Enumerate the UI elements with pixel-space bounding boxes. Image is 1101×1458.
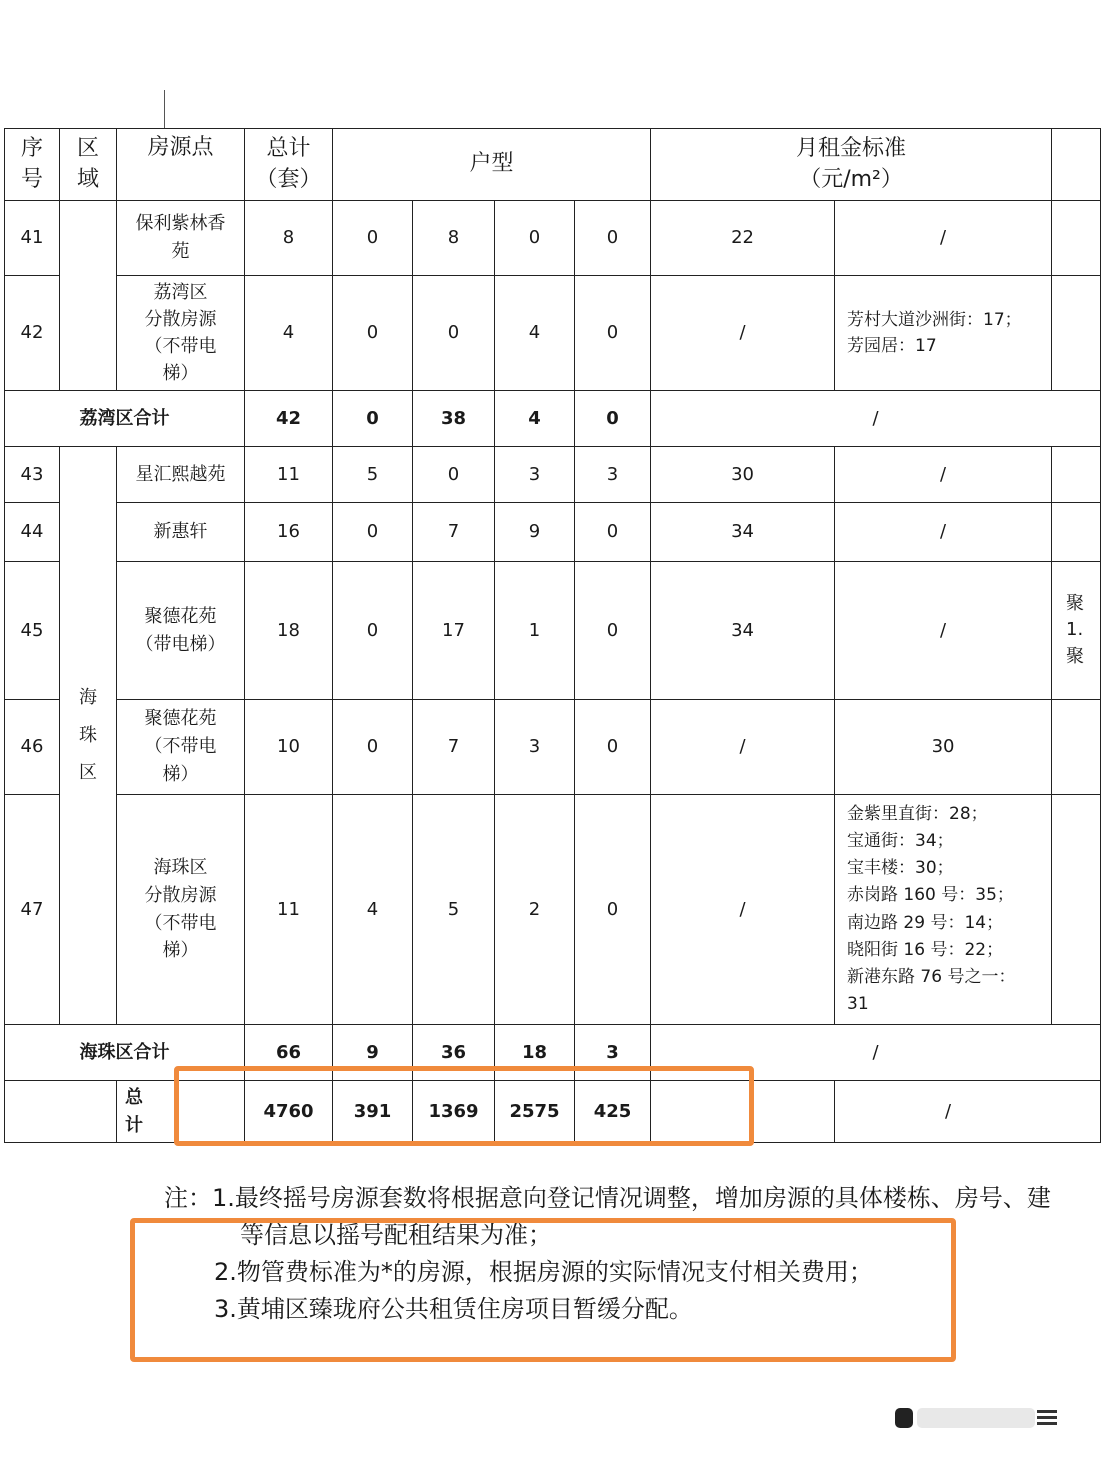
highlight-box-notes <box>130 1218 956 1362</box>
cell-source: 聚德花苑 （不带电 梯） <box>117 700 245 795</box>
cell-district-liwan <box>60 201 117 391</box>
subtotal-type: 0 <box>333 391 413 447</box>
cell-type: 5 <box>413 795 495 1025</box>
cell-seq: 46 <box>5 700 60 795</box>
subtotal-total: 42 <box>245 391 333 447</box>
subtotal-type: 0 <box>575 391 651 447</box>
cell-type: 4 <box>495 276 575 391</box>
watermark-icon <box>895 1402 1065 1434</box>
cell-extra <box>1052 201 1101 276</box>
cell-extra <box>1052 795 1101 1025</box>
cell-total: 10 <box>245 700 333 795</box>
cell-type: 9 <box>495 503 575 562</box>
cell-rent-b: 30 <box>835 700 1052 795</box>
cell-rent-a: / <box>651 276 835 391</box>
note-line-1: 注：1.最终摇号房源套数将根据意向登记情况调整，增加房源的具体楼栋、房号、建 <box>164 1184 1051 1212</box>
header-rent: 月租金标准 （元/m²） <box>651 129 1052 201</box>
cell-rent-a: / <box>651 700 835 795</box>
cell-type: 0 <box>333 562 413 700</box>
highlight-box-totals <box>174 1066 754 1146</box>
cell-seq: 41 <box>5 201 60 276</box>
subtotal-type: 18 <box>495 1025 575 1081</box>
cell-total: 8 <box>245 201 333 276</box>
cell-type: 0 <box>495 201 575 276</box>
grand-total-type: 2575 <box>495 1081 575 1143</box>
cell-extra <box>1052 276 1101 391</box>
note-line-4: 3.黄埔区臻珑府公共租赁住房项目暂缓分配。 <box>214 1295 693 1323</box>
cell-type: 7 <box>413 700 495 795</box>
cell-seq: 42 <box>5 276 60 391</box>
subtotal-label: 荔湾区合计 <box>5 391 245 447</box>
cell-type: 0 <box>575 503 651 562</box>
table-row <box>5 700 1101 795</box>
cell-source: 荔湾区 分散房源 （不带电 梯） <box>117 276 245 391</box>
table-row <box>5 276 1101 391</box>
header-total: 总计 （套） <box>245 129 333 201</box>
cell-source: 新惠轩 <box>117 503 245 562</box>
cell-type: 0 <box>333 503 413 562</box>
cell-type: 0 <box>575 795 651 1025</box>
cell-total: 16 <box>245 503 333 562</box>
header-district: 区 域 <box>60 129 117 201</box>
cell-type: 3 <box>495 700 575 795</box>
cell-extra: 聚 1. 聚 <box>1052 562 1101 700</box>
housing-table <box>4 128 1101 1143</box>
grand-total-total: 4760 <box>245 1081 333 1143</box>
cell-type: 1 <box>495 562 575 700</box>
cell-type: 7 <box>413 503 495 562</box>
cell-type: 3 <box>495 447 575 503</box>
cell-extra <box>1052 700 1101 795</box>
note-line-3: 2.物管费标准为*的房源，根据房源的实际情况支付相关费用； <box>214 1258 873 1286</box>
cell-source: 海珠区 分散房源 （不带电 梯） <box>117 795 245 1025</box>
subtotal-rent: / <box>651 1025 1101 1081</box>
cell-rent-b: / <box>835 562 1052 700</box>
cell-type: 2 <box>495 795 575 1025</box>
table-row <box>5 795 1101 1025</box>
subtotal-type: 4 <box>495 391 575 447</box>
note-line-2: 等信息以摇号配租结果为准； <box>240 1221 552 1249</box>
margin-tick <box>164 90 165 128</box>
subtotal-row-liwan <box>5 391 1101 447</box>
cell-rent-a: 22 <box>651 201 835 276</box>
cell-type: 0 <box>333 700 413 795</box>
table-row <box>5 503 1101 562</box>
subtotal-rent: / <box>651 391 1101 447</box>
grand-total-type: 425 <box>575 1081 651 1143</box>
cell-rent-b: 芳村大道沙洲街：17； 芳园居：17 <box>835 276 1052 391</box>
cell-rent-a: 34 <box>651 562 835 700</box>
cell-type: 8 <box>413 201 495 276</box>
cell-seq: 45 <box>5 562 60 700</box>
cell-total: 4 <box>245 276 333 391</box>
cell-rent-a: 34 <box>651 503 835 562</box>
cell-source: 聚德花苑 （带电梯） <box>117 562 245 700</box>
cell-type: 5 <box>333 447 413 503</box>
cell-type: 17 <box>413 562 495 700</box>
cell-type: 0 <box>413 276 495 391</box>
table-row <box>5 201 1101 276</box>
header-row <box>5 129 1101 201</box>
grand-total-type: 1369 <box>413 1081 495 1143</box>
cell-rent-a: 30 <box>651 447 835 503</box>
subtotal-label: 海珠区合计 <box>5 1025 245 1081</box>
table-row <box>5 447 1101 503</box>
cell-rent-b: / <box>835 503 1052 562</box>
cell-type: 0 <box>575 562 651 700</box>
cell-rent-a: / <box>651 795 835 1025</box>
cell-type: 4 <box>333 795 413 1025</box>
table-row <box>5 562 1101 700</box>
cell-district-haizhu: 海 珠 区 <box>60 447 117 1025</box>
cell-type: 0 <box>333 276 413 391</box>
cell-extra <box>1052 503 1101 562</box>
grand-total-label: 总计 <box>5 1081 117 1143</box>
cell-type: 3 <box>575 447 651 503</box>
cell-seq: 43 <box>5 447 60 503</box>
cell-type: 0 <box>575 700 651 795</box>
cell-seq: 47 <box>5 795 60 1025</box>
header-seq: 序 号 <box>5 129 60 201</box>
header-extra <box>1052 129 1101 201</box>
header-unit-type: 户型 <box>333 129 651 201</box>
cell-type: 0 <box>575 276 651 391</box>
header-source: 房源点 <box>117 129 245 201</box>
cell-rent-b: 金紫里直街：28； 宝通街：34； 宝丰楼：30； 赤岗路 160 号：35； 南边路 29 号：14； 晓阳街 16 号：22； 新港东路 76 号之一： 31 <box>835 795 1052 1025</box>
cell-total: 18 <box>245 562 333 700</box>
subtotal-type: 9 <box>333 1025 413 1081</box>
cell-type: 0 <box>575 201 651 276</box>
cell-source: 保利紫林香 苑 <box>117 201 245 276</box>
cell-type: 0 <box>333 201 413 276</box>
cell-total: 11 <box>245 795 333 1025</box>
subtotal-type: 38 <box>413 391 495 447</box>
grand-total-rent: / <box>835 1081 1101 1143</box>
cell-extra <box>1052 447 1101 503</box>
subtotal-total: 66 <box>245 1025 333 1081</box>
cell-total: 11 <box>245 447 333 503</box>
cell-rent-b: / <box>835 447 1052 503</box>
cell-seq: 44 <box>5 503 60 562</box>
subtotal-type: 36 <box>413 1025 495 1081</box>
cell-type: 0 <box>413 447 495 503</box>
cell-source: 星汇熙越苑 <box>117 447 245 503</box>
subtotal-type: 3 <box>575 1025 651 1081</box>
cell-rent-b: / <box>835 201 1052 276</box>
grand-total-type: 391 <box>333 1081 413 1143</box>
